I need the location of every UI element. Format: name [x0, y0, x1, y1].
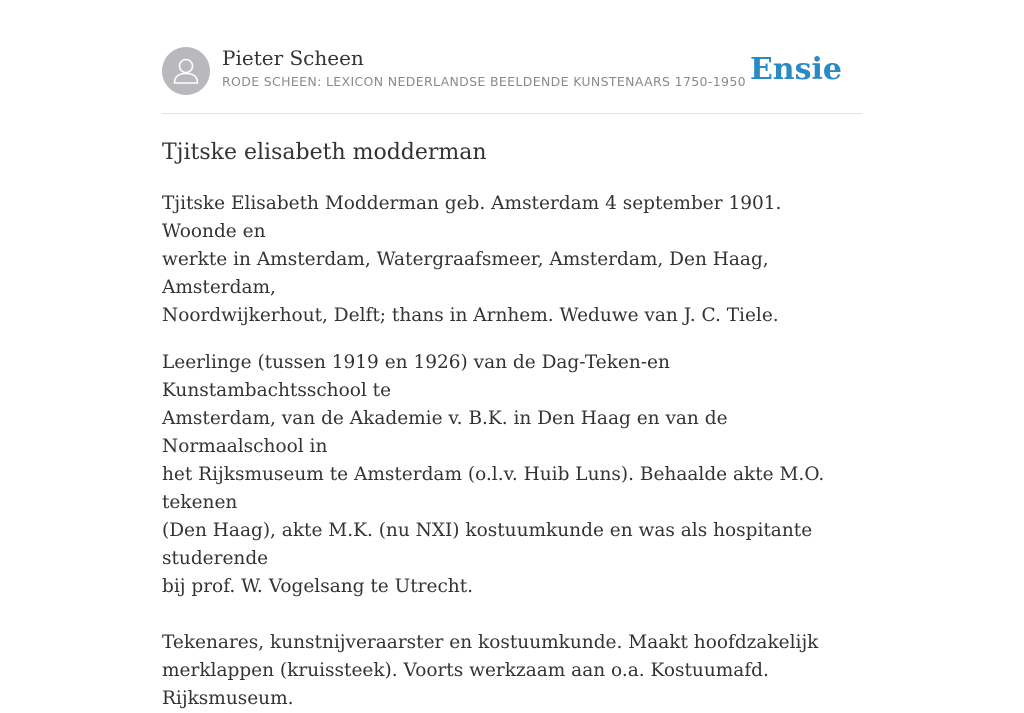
article-paragraph: Tjitske Elisabeth Modderman geb. Amsterdam 4 september 1901. Woonde en werkte in Amsterdam, Watergraafsmeer, Amsterdam, Den Haag, Amsterdam, Noordwijkerhout, Delft; thans in Arnhem. Weduwe van J. C. Tiele.: [162, 193, 782, 326]
source-title[interactable]: RODE SCHEEN: LEXICON NEDERLANDSE BEELDENDE KUNSTENAARS 1750-1950: [222, 74, 746, 89]
article-title: Tjitske elisabeth modderman: [162, 140, 487, 165]
header: [162, 46, 862, 96]
article-paragraph: Tekenares, kunstnijveraarster en kostuumkunde. Maakt hoofdzakelijk merklappen (kruissteek). Voorts werkzaam aan o.a. Kostuumafd. Rijksmuseum.: [162, 632, 819, 709]
header-divider: [162, 113, 862, 114]
article-paragraph: Leerlinge (tussen 1919 en 1926) van de Dag-Teken-en Kunstambachtsschool te Amsterdam, van de Akademie v. B.K. in Den Haag en van de Normaalschool in het Rijksmuseum te Amsterdam (o.l.v. Huib Luns). Behaalde akte M.O. tekenen (Den Haag), akte M.K. (nu NXI) kostuumkunde en was als hospitante studerende bij prof. W. Vogelsang te Utrecht.: [162, 352, 825, 597]
avatar[interactable]: [162, 47, 210, 95]
author-name[interactable]: Pieter Scheen: [222, 46, 364, 70]
ensie-logo[interactable]: Ensie: [749, 52, 842, 87]
article-body: [162, 190, 862, 713]
user-silhouette-icon: [162, 47, 210, 95]
